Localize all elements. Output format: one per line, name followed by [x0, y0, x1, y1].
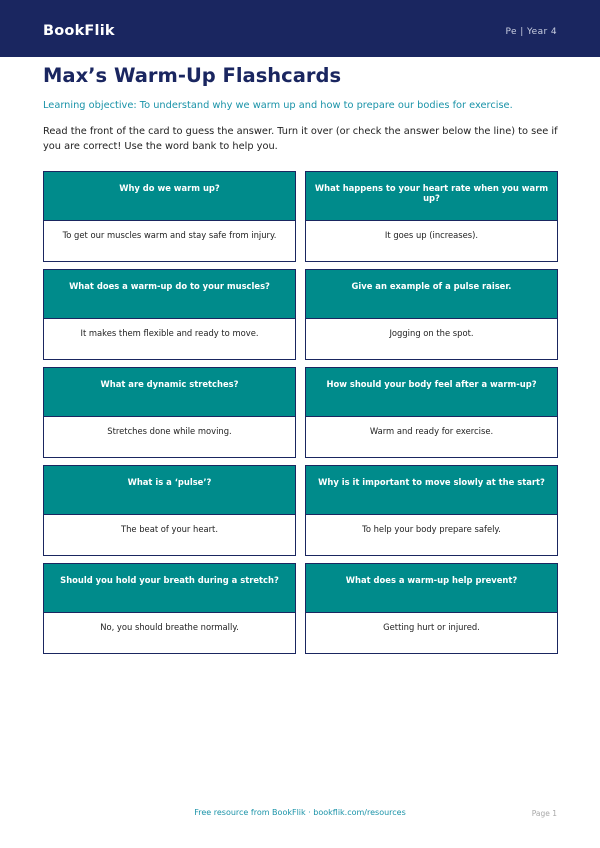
- flashcard[interactable]: [305, 367, 558, 458]
- flashcard-question: What is a ‘pulse’?: [44, 466, 295, 514]
- flashcard[interactable]: [305, 269, 558, 360]
- brand-logo[interactable]: BookFlik: [43, 23, 115, 39]
- subject-year-label: Pe | Year 4: [505, 27, 557, 37]
- flashcard-question: How should your body feel after a warm-up?: [306, 368, 557, 416]
- instructions-text: Read the front of the card to guess the answer. Turn it over (or check the answer below the line) to see if you are correct! Use the word bank to help you.: [43, 126, 558, 152]
- page-number: Page 1: [531, 809, 557, 818]
- flashcard-answer: Warm and ready for exercise.: [306, 416, 557, 457]
- flashcard-answer: It makes them flexible and ready to move.: [44, 318, 295, 359]
- flashcard-question: Should you hold your breath during a stretch?: [44, 564, 295, 612]
- flashcard-question: What does a warm-up help prevent?: [306, 564, 557, 612]
- flashcard-answer: Jogging on the spot.: [306, 318, 557, 359]
- flashcard[interactable]: [43, 367, 296, 458]
- flashcard-question: Why do we warm up?: [44, 172, 295, 220]
- flashcard[interactable]: [43, 563, 296, 654]
- flashcard[interactable]: [43, 269, 296, 360]
- flashcard-question: What does a warm-up do to your muscles?: [44, 270, 295, 318]
- flashcard-question: What are dynamic stretches?: [44, 368, 295, 416]
- flashcard-question: What happens to your heart rate when you warm up?: [306, 172, 557, 220]
- flashcard-grid: [43, 171, 558, 654]
- footer-resource-link[interactable]: Free resource from BookFlik · bookflik.com/resources: [194, 808, 406, 817]
- flashcard[interactable]: [305, 563, 558, 654]
- flashcard-question: Why is it important to move slowly at the start?: [306, 466, 557, 514]
- flashcard[interactable]: [305, 171, 558, 262]
- flashcard-answer: Getting hurt or injured.: [306, 612, 557, 653]
- learning-objective: Learning objective: To understand why we warm up and how to prepare our bodies for exercise.: [43, 100, 513, 111]
- flashcard-answer: The beat of your heart.: [44, 514, 295, 555]
- flashcard[interactable]: [305, 465, 558, 556]
- flashcard[interactable]: [43, 465, 296, 556]
- flashcard-answer: To get our muscles warm and stay safe from injury.: [44, 220, 295, 261]
- flashcard-answer: It goes up (increases).: [306, 220, 557, 261]
- flashcard-question: Give an example of a pulse raiser.: [306, 270, 557, 318]
- flashcard-answer: Stretches done while moving.: [44, 416, 295, 457]
- header-bar: [0, 0, 600, 57]
- page-title: Max’s Warm-Up Flashcards: [43, 64, 342, 87]
- flashcard-answer: To help your body prepare safely.: [306, 514, 557, 555]
- flashcard-answer: No, you should breathe normally.: [44, 612, 295, 653]
- flashcard[interactable]: [43, 171, 296, 262]
